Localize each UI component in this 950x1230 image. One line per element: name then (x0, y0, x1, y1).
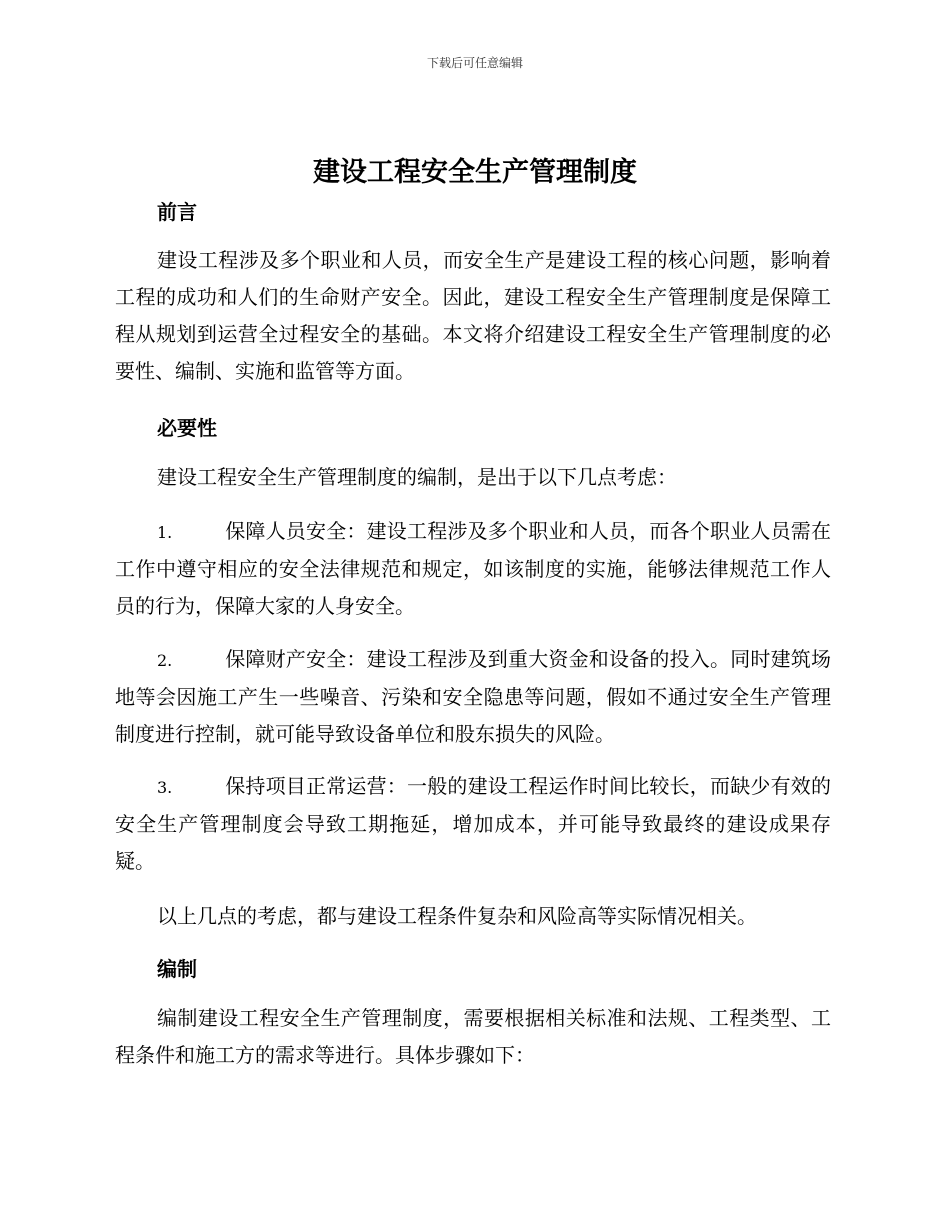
header-note: 下载后可任意编辑 (426, 56, 523, 70)
preface-paragraph: 建设工程涉及多个职业和人员，而安全生产是建设工程的核心问题，影响着工程的成功和人们的生命财产安全。因此，建设工程安全生产管理制度是保障工程从规划到运营全过程安全的基础。本文将介绍建设工程安全生产管理制度的必要性、编制、实施和监管等方面。 (115, 248, 831, 383)
list-item-number: 3. (157, 778, 173, 797)
section-heading-necessity: 必要性 (157, 416, 217, 440)
list-item-number: 1. (157, 523, 173, 542)
list-item (115, 513, 831, 625)
necessity-conclusion: 以上几点的考虑，都与建设工程条件复杂和风险高等实际情况相关。 (157, 904, 757, 928)
list-item (115, 768, 831, 880)
section-heading-compilation: 编制 (157, 957, 197, 981)
list-item-text: 保持项目正常运营：一般的建设工程运作时间比较长，而缺少有效的安全生产管理制度会导致工期拖延，增加成本，并可能导致最终的建设成果存疑。 (115, 774, 831, 873)
section-heading-preface: 前言 (157, 200, 197, 224)
list-item-text: 保障人员安全：建设工程涉及多个职业和人员，而各个职业人员需在工作中遵守相应的安全法律规范和规定，如该制度的实施，能够法律规范工作人员的行为，保障大家的人身安全。 (115, 519, 831, 618)
document-title: 建设工程安全生产管理制度 (313, 157, 637, 188)
list-item-number: 2. (157, 651, 173, 670)
list-item (115, 641, 831, 753)
necessity-intro: 建设工程安全生产管理制度的编制，是出于以下几点考虑： (157, 465, 677, 489)
list-item-text: 保障财产安全：建设工程涉及到重大资金和设备的投入。同时建筑场地等会因施工产生一些噪音、污染和安全隐患等问题，假如不通过安全生产管理制度进行控制，就可能导致设备单位和股东损失的风险。 (115, 647, 831, 746)
compilation-paragraph: 编制建设工程安全生产管理制度，需要根据相关标准和法规、工程类型、工程条件和施工方的需求等进行。具体步骤如下： (115, 1006, 831, 1067)
